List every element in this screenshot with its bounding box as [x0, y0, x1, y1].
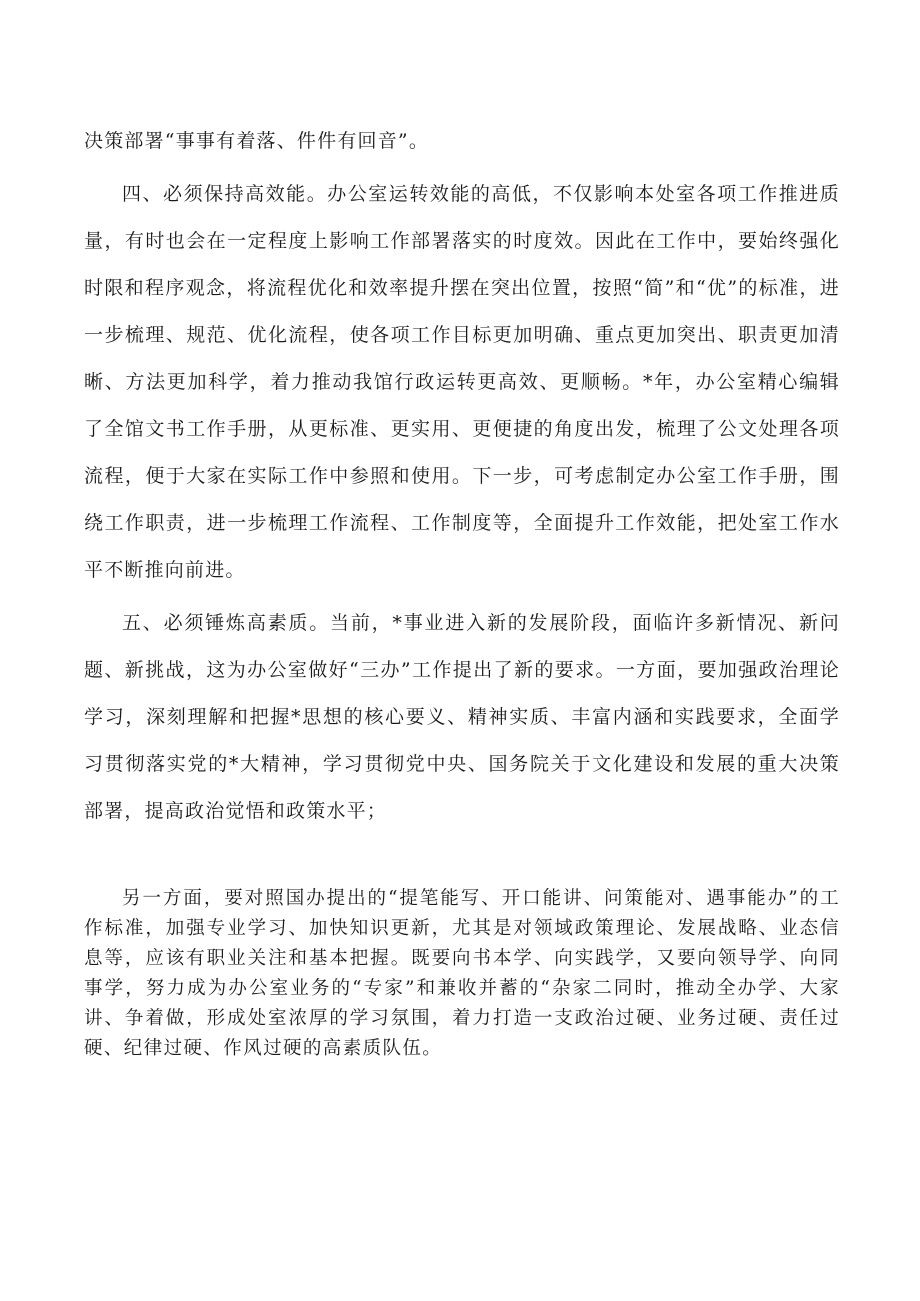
paragraph-continuation: 决策部署“事事有着落、件件有回音”。 [84, 130, 430, 152]
paragraph-quality: 五、必须锤炼高素质。当前，*事业进入新的发展阶段，面临许多新情况、新问题、新挑战，这为办公室做好“三办”工作提出了新的要求。一方面，要加强政治理论学习，深刻理解和把握*思想的核心要义、精神实质、丰富内涵和实践要求，全面学习贯彻落实党的*大精神，学习贯彻党中央、国务院关于文化建设和发展的重大决策部署，提高政治觉悟和政策水平； [84, 612, 840, 822]
paragraph-efficiency: 四、必须保持高效能。办公室运转效能的高低，不仅影响本处室各项工作推进质量，有时也会在一定程度上影响工作部署落实的时度效。因此在工作中，要始终强化时限和程序观念，将流程优化和效率提升摆在突出位置，按照“简”和“优”的标准，进一步梳理、规范、优化流程，使各项工作目标更加明确、重点更加突出、职责更加清晰、方法更加科学，着力推动我馆行政运转更高效、更顺畅。*年，办公室精心编辑了全馆文书工作手册，从更标准、更实用、更便捷的角度出发，梳理了公文处理各项流程，便于大家在实际工作中参照和使用。下一步，可考虑制定办公室工作手册，围绕工作职责，进一步梳理工作流程、工作制度等，全面提升工作效能，把处室工作水平不断推向前进。 [84, 183, 840, 581]
paragraph-other-aspect: 另一方面，要对照国办提出的“提笔能写、开口能讲、问策能对、遇事能办”的工作标准，加强专业学习、加快知识更新，尤其是对领域政策理论、发展战略、业态信息等，应该有职业关注和基本把握。既要向书本学、向实践学，又要向领导学、向同事学，努力成为办公室业务的“专家”和兼收并蓄的“杂家二同时，推动全办学、大家讲、争着做，形成处室浓厚的学习氛围，着力打造一支政治过硬、业务过硬、责任过硬、纪律过硬、作风过硬的高素质队伍。 [84, 888, 840, 1059]
